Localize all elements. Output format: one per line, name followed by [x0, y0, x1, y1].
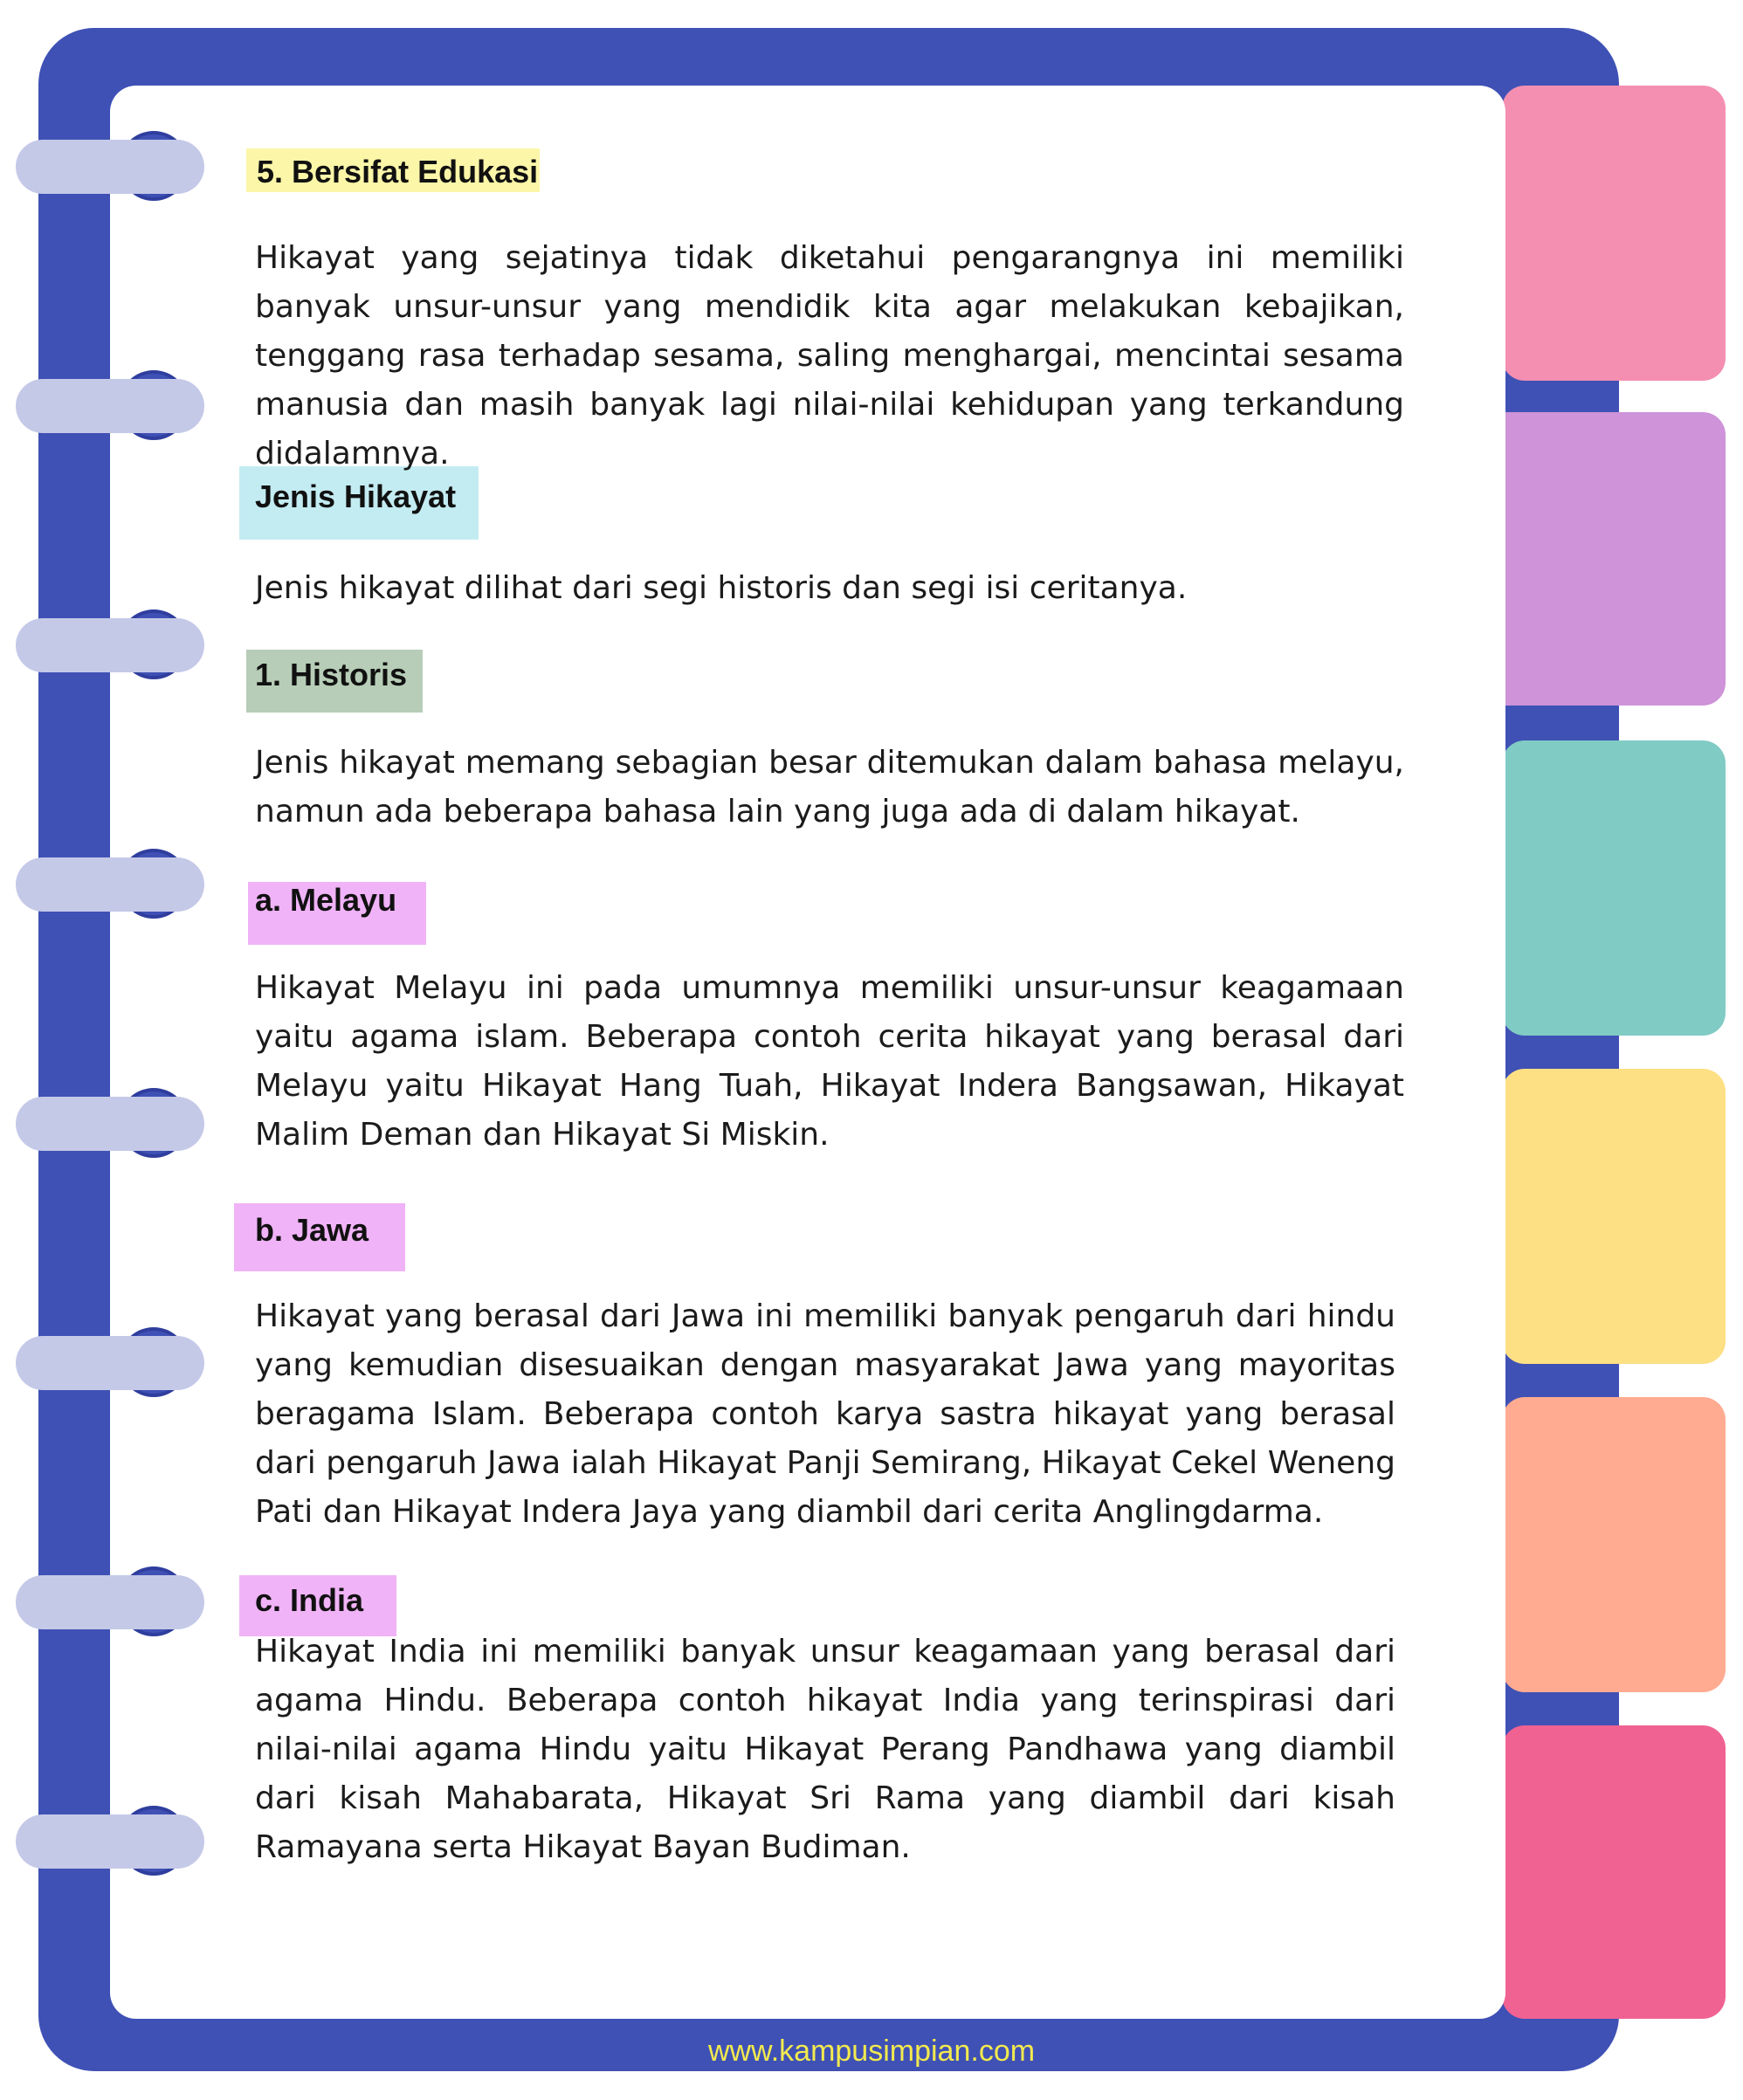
heading-jenis-hikayat: Jenis Hikayat	[255, 479, 457, 514]
heading-india: c. India	[255, 1582, 364, 1618]
heading-bersifat-edukasi: 5. Bersifat Edukasi	[257, 154, 539, 189]
tab-teal[interactable]	[1502, 740, 1726, 1036]
paragraph-india: Hikayat India ini memiliki banyak unsur keagamaan yang berasal dari agama Hindu. Beberapa contoh hikayat India yang terinspirasi dari nilai-nilai agama Hindu yaitu Hikayat Perang Pandhawa yang diambil dari kisah Mahabarata, Hikayat Sri Rama yang diambil dari kisah Ramayana serta Hikayat Bayan Budiman.	[255, 1634, 1395, 1865]
heading-jawa: b. Jawa	[255, 1212, 369, 1248]
paragraph-melayu: Hikayat Melayu ini pada umumnya memiliki unsur-unsur keagamaan yaitu agama islam. Beberapa contoh cerita hikayat yang berasal dari Melayu yaitu Hikayat Hang Tuah, Hikayat Indera Bangsawan, Hikayat Malim Deman dan Hikayat Si Miskin.	[255, 970, 1404, 1153]
heading-melayu: a. Melayu	[255, 882, 397, 918]
heading-historis: 1. Historis	[255, 657, 408, 692]
tab-yellow[interactable]	[1502, 1069, 1726, 1364]
footer-url[interactable]: www.kampusimpian.com	[707, 2035, 1036, 2068]
paragraph-jawa: Hikayat yang berasal dari Jawa ini memiliki banyak pengaruh dari hindu yang kemudian disesuaikan dengan masyarakat Jawa yang mayoritas beragama Islam. Beberapa contoh karya sastra hikayat yang berasal dari pengaruh Jawa ialah Hikayat Panji Semirang, Hikayat Cekel Weneng Pati dan Hikayat Indera Jaya yang diambil dari cerita Anglingdarma.	[255, 1298, 1395, 1530]
tab-pink[interactable]	[1502, 86, 1726, 381]
paragraph-jenis-hikayat: Jenis hikayat dilihat dari segi historis dan segi isi ceritanya.	[255, 570, 1188, 606]
paragraph-historis: Jenis hikayat memang sebagian besar ditemukan dalam bahasa melayu, namun ada beberapa bahasa lain yang juga ada di dalam hikayat.	[255, 745, 1404, 830]
tab-rose[interactable]	[1502, 1725, 1726, 2019]
paragraph-bersifat-edukasi: Hikayat yang sejatinya tidak diketahui pengarangnya ini memiliki banyak unsur-unsur yang mendidik kita agar melakukan kebajikan, tenggang rasa terhadap sesama, saling menghargai, mencintai sesama manusia dan masih banyak lagi nilai-nilai kehidupan yang terkandung didalamnya.	[255, 240, 1404, 472]
tab-salmon[interactable]	[1502, 1397, 1726, 1692]
